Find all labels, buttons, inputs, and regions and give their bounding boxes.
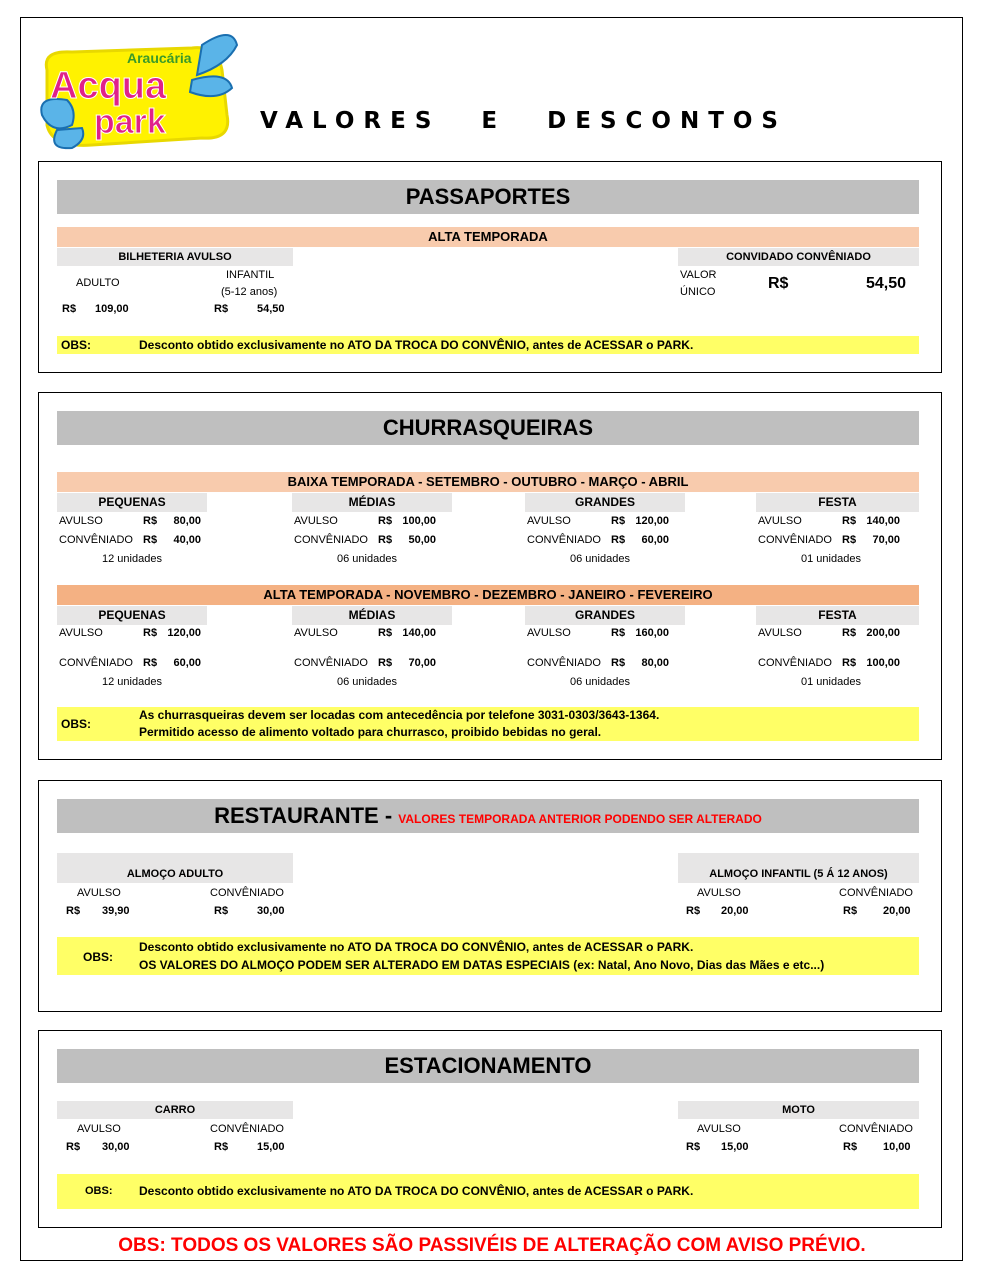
- medias-conveniado-price: 50,00: [408, 534, 436, 546]
- passaportes-season: ALTA TEMPORADA: [57, 227, 919, 247]
- currency-label: R$: [611, 515, 626, 527]
- obs-line2: Permitido acesso de alimento voltado para churrasco, proibido bebidas no geral.: [139, 725, 602, 739]
- currency-label: R$: [143, 534, 158, 546]
- avulso-label: AVULSO: [77, 887, 121, 899]
- festa-header: FESTA: [756, 493, 919, 512]
- almoco-infantil-conveniado-price: 20,00: [883, 905, 911, 917]
- currency-label: R$: [66, 1141, 81, 1153]
- almoco-adulto-conveniado-price: 30,00: [257, 905, 285, 917]
- pequenas-avulso-price: 120,00: [167, 627, 201, 639]
- currency-label: R$: [611, 657, 626, 669]
- conveniado-label: CONVÊNIADO: [758, 534, 832, 546]
- moto-header: MOTO: [678, 1101, 919, 1119]
- currency-label: R$: [378, 515, 393, 527]
- alta-temporada-header: ALTA TEMPORADA - NOVEMBRO - DEZEMBRO - JANEIRO - FEVEREIRO: [57, 585, 919, 605]
- currency-label: R$: [843, 1141, 858, 1153]
- carro-header: CARRO: [57, 1101, 293, 1119]
- grandes-avulso-price: 120,00: [635, 515, 669, 527]
- festa-avulso-price: 140,00: [866, 515, 900, 527]
- medias-units: 06 unidades: [337, 553, 397, 565]
- unico-label: ÚNICO: [680, 286, 716, 298]
- grandes-units: 06 unidades: [570, 676, 630, 688]
- medias-header: MÉDIAS: [292, 493, 452, 512]
- logo-top-text: Araucária: [127, 50, 192, 66]
- acqua-park-logo: [32, 30, 242, 155]
- currency-label: R$: [143, 627, 158, 639]
- pequenas-conveniado-price: 60,00: [173, 657, 201, 669]
- footer-notice: OBS: TODOS OS VALORES SÃO PASSIVÉIS DE ALTERAÇÃO COM AVISO PRÉVIO.: [118, 1235, 866, 1256]
- churrasqueiras-section: [38, 392, 942, 760]
- restaurante-obs: [57, 937, 919, 975]
- almoco-adulto-avulso-price: 39,90: [102, 905, 130, 917]
- adulto-label: ADULTO: [76, 277, 120, 289]
- obs-label: OBS:: [61, 338, 91, 352]
- avulso-label: AVULSO: [697, 1123, 741, 1135]
- festa-units: 01 unidades: [801, 553, 861, 565]
- pequenas-avulso-price: 80,00: [173, 515, 201, 527]
- obs-text: Desconto obtido exclusivamente no ATO DA TROCA DO CONVÊNIO, antes de ACESSAR o PARK.: [139, 1184, 694, 1198]
- conveniado-label: CONVÊNIADO: [59, 534, 133, 546]
- pequenas-units: 12 unidades: [102, 553, 162, 565]
- conveniado-label: CONVÊNIADO: [210, 1123, 284, 1135]
- infantil-label: INFANTIL: [226, 269, 275, 281]
- moto-conveniado-price: 10,00: [883, 1141, 911, 1153]
- obs-label: OBS:: [83, 950, 113, 964]
- avulso-label: AVULSO: [59, 515, 103, 527]
- estacionamento-obs: [57, 1174, 919, 1209]
- pequenas-units: 12 unidades: [102, 676, 162, 688]
- currency-label: R$: [768, 275, 789, 292]
- festa-conveniado-price: 70,00: [872, 534, 900, 546]
- currency-label: R$: [842, 657, 857, 669]
- conveniado-label: CONVÊNIADO: [839, 1123, 913, 1135]
- conveniado-label: CONVÊNIADO: [294, 534, 368, 546]
- churrasqueiras-heading: CHURRASQUEIRAS: [57, 411, 919, 445]
- avulso-label: AVULSO: [294, 515, 338, 527]
- medias-avulso-price: 140,00: [402, 627, 436, 639]
- moto-avulso-price: 15,00: [721, 1141, 749, 1153]
- pequenas-header: PEQUENAS: [57, 606, 207, 625]
- avulso-label: AVULSO: [758, 627, 802, 639]
- avulso-label: AVULSO: [527, 515, 571, 527]
- obs-label: OBS:: [61, 717, 91, 731]
- currency-label: R$: [378, 534, 393, 546]
- baixa-temporada-header: BAIXA TEMPORADA - SETEMBRO - OUTUBRO - MARÇO - ABRIL: [57, 472, 919, 492]
- conveniado-label: CONVÊNIADO: [59, 657, 133, 669]
- currency-label: R$: [686, 1141, 701, 1153]
- conveniado-label: CONVÊNIADO: [839, 887, 913, 899]
- estacionamento-heading: ESTACIONAMENTO: [57, 1049, 919, 1083]
- obs-label: OBS:: [85, 1185, 113, 1197]
- conveniado-label: CONVÊNIADO: [210, 887, 284, 899]
- currency-label: R$: [214, 1141, 229, 1153]
- infantil-age-label: (5-12 anos): [221, 286, 278, 298]
- currency-label: R$: [842, 627, 857, 639]
- conveniado-label: CONVÊNIADO: [527, 657, 601, 669]
- infantil-price: 54,50: [257, 303, 285, 315]
- pequenas-conveniado-price: 40,00: [173, 534, 201, 546]
- convidado-header: CONVIDADO CONVÊNIADO: [678, 248, 919, 266]
- logo-graphic: [32, 30, 242, 155]
- currency-label: R$: [843, 905, 858, 917]
- convidado-price: 54,50: [866, 275, 907, 292]
- valor-label: VALOR: [680, 269, 717, 281]
- carro-conveniado-price: 15,00: [257, 1141, 285, 1153]
- avulso-label: AVULSO: [294, 627, 338, 639]
- almoco-adulto-header: ALMOÇO ADULTO: [57, 853, 293, 883]
- obs-text: Desconto obtido exclusivamente no ATO DA TROCA DO CONVÊNIO, antes de ACESSAR o PARK.: [139, 338, 694, 352]
- currency-label: R$: [143, 657, 158, 669]
- carro-avulso-price: 30,00: [102, 1141, 130, 1153]
- festa-avulso-price: 200,00: [866, 627, 900, 639]
- grandes-units: 06 unidades: [570, 553, 630, 565]
- medias-conveniado-price: 70,00: [408, 657, 436, 669]
- avulso-label: AVULSO: [77, 1123, 121, 1135]
- currency-label: R$: [214, 303, 229, 315]
- obs-line1: As churrasqueiras devem ser locadas com antecedência por telefone 3031-0303/3643-1364.: [139, 708, 660, 722]
- currency-label: R$: [611, 534, 626, 546]
- medias-avulso-price: 100,00: [402, 515, 436, 527]
- passaportes-heading: PASSAPORTES: [57, 180, 919, 214]
- avulso-label: AVULSO: [758, 515, 802, 527]
- currency-label: R$: [143, 515, 158, 527]
- currency-label: R$: [842, 515, 857, 527]
- obs-line2: OS VALORES DO ALMOÇO PODEM SER ALTERADO EM DATAS ESPECIAIS (ex: Natal, Ano Novo, Dias das Mães e etc...): [139, 958, 825, 972]
- medias-units: 06 unidades: [337, 676, 397, 688]
- obs-line1: Desconto obtido exclusivamente no ATO DA TROCA DO CONVÊNIO, antes de ACESSAR o PARK.: [139, 940, 694, 954]
- grandes-avulso-price: 160,00: [635, 627, 669, 639]
- currency-label: R$: [686, 905, 701, 917]
- restaurante-heading: [57, 799, 919, 833]
- grandes-conveniado-price: 80,00: [641, 657, 669, 669]
- almoco-infantil-avulso-price: 20,00: [721, 905, 749, 917]
- churrasqueiras-obs: [57, 707, 919, 741]
- grandes-conveniado-price: 60,00: [641, 534, 669, 546]
- pequenas-header: PEQUENAS: [57, 493, 207, 512]
- currency-label: R$: [842, 534, 857, 546]
- bilheteria-header: BILHETERIA AVULSO: [57, 248, 293, 266]
- medias-header: MÉDIAS: [292, 606, 452, 625]
- conveniado-label: CONVÊNIADO: [758, 657, 832, 669]
- conveniado-label: CONVÊNIADO: [294, 657, 368, 669]
- passaportes-obs: [57, 336, 919, 354]
- document-title: VALORES E DESCONTOS: [260, 108, 787, 134]
- avulso-label: AVULSO: [527, 627, 571, 639]
- avulso-label: AVULSO: [59, 627, 103, 639]
- avulso-label: AVULSO: [697, 887, 741, 899]
- currency-label: R$: [66, 905, 81, 917]
- currency-label: R$: [214, 905, 229, 917]
- adulto-price: 109,00: [95, 303, 129, 315]
- restaurante-title: RESTAURANTE -: [214, 803, 393, 828]
- restaurante-subtitle: VALORES TEMPORADA ANTERIOR PODENDO SER ALTERADO: [398, 812, 762, 826]
- logo-line1-text: Acqua: [50, 65, 167, 107]
- almoco-infantil-header: ALMOÇO INFANTIL (5 Á 12 ANOS): [678, 853, 919, 883]
- festa-units: 01 unidades: [801, 676, 861, 688]
- currency-label: R$: [611, 627, 626, 639]
- logo-line2-text: park: [94, 103, 166, 141]
- festa-header: FESTA: [756, 606, 919, 625]
- grandes-header: GRANDES: [525, 493, 685, 512]
- grandes-header: GRANDES: [525, 606, 685, 625]
- currency-label: R$: [378, 657, 393, 669]
- festa-conveniado-price: 100,00: [866, 657, 900, 669]
- currency-label: R$: [378, 627, 393, 639]
- conveniado-label: CONVÊNIADO: [527, 534, 601, 546]
- currency-label: R$: [62, 303, 77, 315]
